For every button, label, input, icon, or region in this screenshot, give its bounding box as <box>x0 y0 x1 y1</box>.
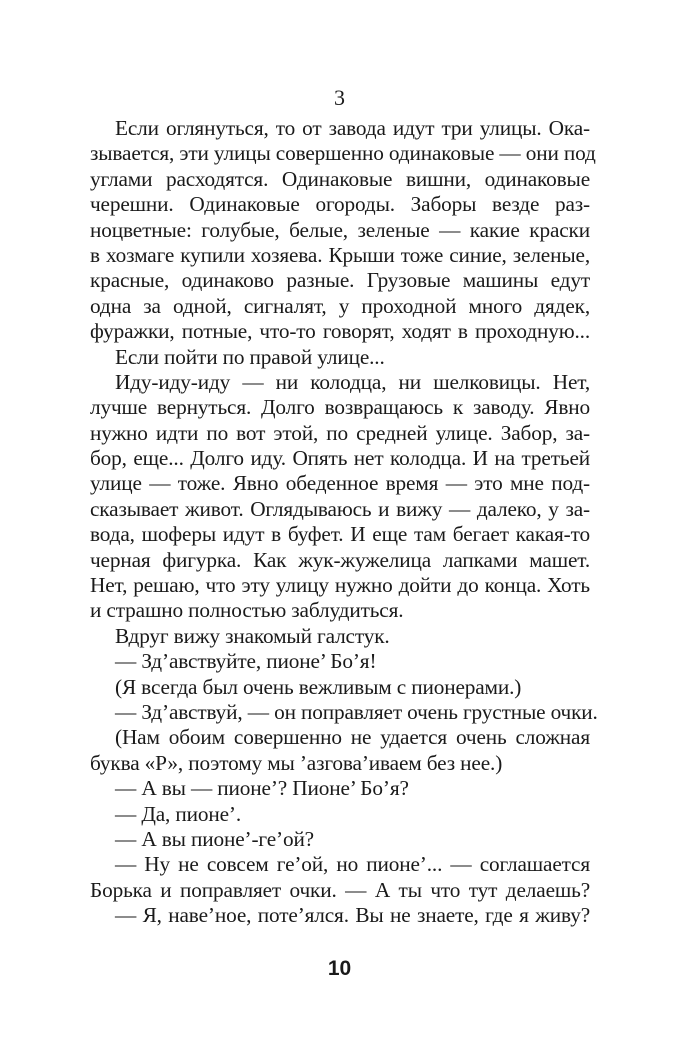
text-line: — Зд’авствуй, — он поправляет очень грустные очки. <box>115 699 598 724</box>
text-line: буква «Р», поэтому мы ’азгова’иваем без нее.) <box>90 750 503 775</box>
text-line: бор, еще... Долго иду. Опять нет колодца. И на третьей <box>90 446 590 471</box>
text-line: (Нам обоим совершенно не удается очень сложная <box>115 725 590 750</box>
text-line: красные, одинаково разные. Грузовые машины едут <box>90 268 590 293</box>
text-line: черешни. Одинаковые огороды. Заборы везде раз- <box>90 192 590 217</box>
text-line: лучше вернуться. Долго возвращаюсь к заводу. Явно <box>90 395 590 420</box>
text-line: Если пойти по правой улице... <box>115 344 385 369</box>
text-line: Если оглянуться, то от завода идут три улицы. Ока- <box>115 116 590 140</box>
chapter-number: 3 <box>334 85 345 110</box>
text-line: Нет, решаю, что эту улицу нужно дойти до конца. Хоть <box>90 573 590 598</box>
text-line: ноцветные: голубые, белые, зеленые — какие краски <box>90 217 590 242</box>
text-line: одна за одной, сигналят, у проходной много дядек, <box>90 293 590 318</box>
text-line: — Да, пионе’. <box>115 801 242 826</box>
text-line: фуражки, потные, что-то говорят, ходят в проходную... <box>90 319 590 344</box>
text-line: нужно идти по вот этой, по средней улице. Забор, за- <box>90 420 590 445</box>
text-line: — А вы пионе’-ге’ой? <box>115 826 314 851</box>
page-number: 10 <box>327 957 352 980</box>
text-line: сказывает живот. Оглядываюсь и вижу — далеко, у за- <box>90 496 590 521</box>
text-line: черная фигурка. Как жук-жужелица лапками машет. <box>90 547 590 572</box>
text-line: улице — тоже. Явно обеденное время — это мне под- <box>90 471 590 496</box>
text-line: и страшно полностью заблудиться. <box>90 598 404 623</box>
text-line: — Зд’авствуйте, пионе’ Бо’я! <box>115 649 377 674</box>
text-line: — Я, наве’ное, поте’ялся. Вы не знаете, где я живу? <box>115 903 590 928</box>
text-line: — Ну не совсем ге’ой, но пионе’... — соглашается <box>115 852 590 877</box>
text-line: углами расходятся. Одинаковые вишни, одинаковые <box>90 166 590 191</box>
text-line: Борька и поправляет очки. — А ты что тут делаешь? <box>90 877 590 902</box>
text-line: вода, шоферы идут в буфет. И еще там бегает какая-то <box>90 522 590 547</box>
text-line: — А вы — пионе’? Пионе’ Бо’я? <box>115 776 409 801</box>
text-line: Иду-иду-иду — ни колодца, ни шелковицы. Нет, <box>115 369 590 394</box>
text-line: Вдруг вижу знакомый галстук. <box>115 623 390 648</box>
text-line: зывается, эти улицы совершенно одинаковые — они под <box>90 141 596 166</box>
body-text <box>90 116 598 929</box>
text-line: (Я всегда был очень вежливым с пионерами.) <box>115 674 522 699</box>
text-line: в хозмаге купили хозяева. Крыши тоже синие, зеленые, <box>90 242 590 267</box>
